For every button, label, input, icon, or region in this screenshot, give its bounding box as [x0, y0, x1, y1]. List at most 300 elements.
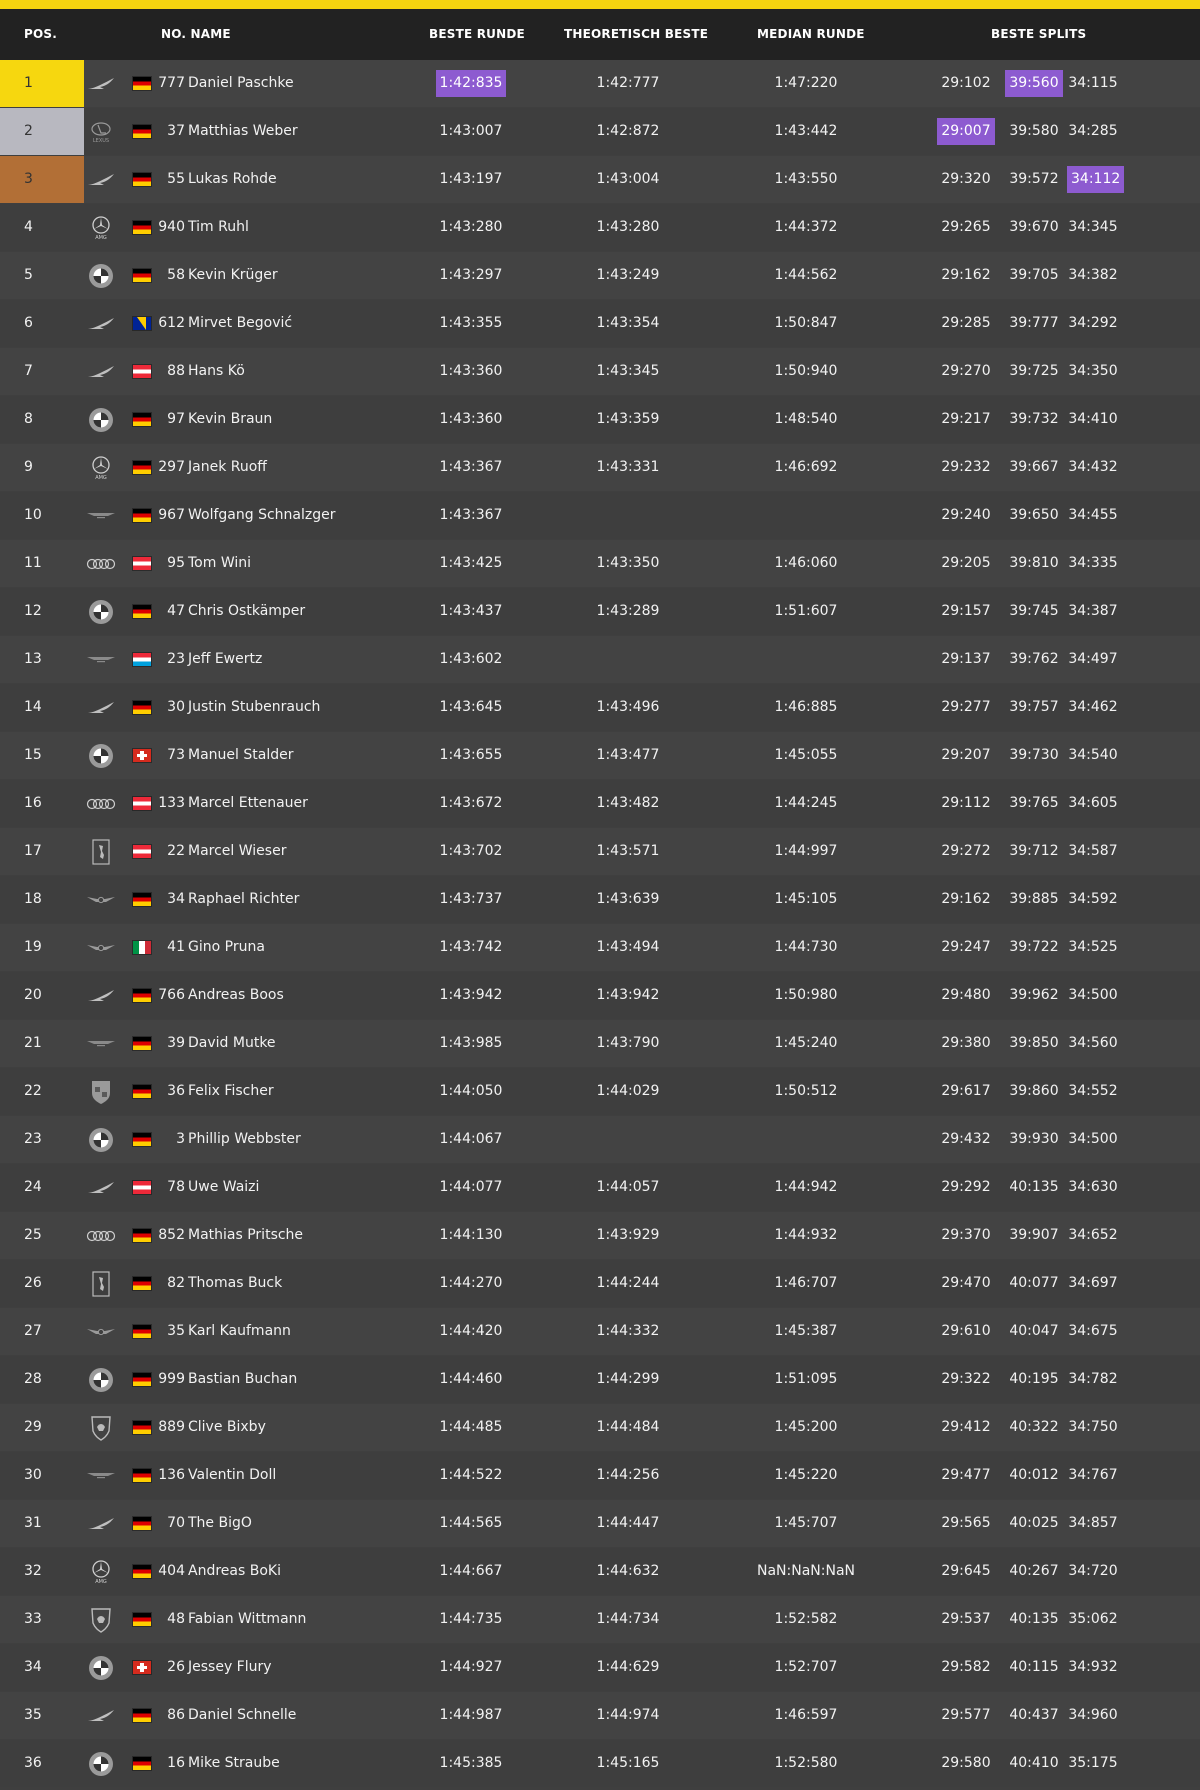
flag-de-icon	[133, 893, 151, 906]
astonmartin-logo-icon	[84, 1020, 118, 1067]
mclaren-logo-icon	[84, 60, 118, 107]
position-number: 18	[24, 891, 42, 907]
table-header	[0, 9, 1200, 60]
split-1-time: 29:582	[941, 1659, 991, 1675]
flag-ba-icon	[133, 317, 151, 330]
best-lap-time: 1:43:742	[439, 939, 503, 955]
table-row[interactable]	[0, 876, 1200, 923]
car-number: 23	[167, 651, 185, 667]
position-number: 13	[24, 651, 42, 667]
mclaren-logo-icon	[84, 156, 118, 203]
flag-de-icon	[133, 77, 151, 90]
split-1-time: 29:292	[941, 1179, 991, 1195]
split-1-time: 29:207	[941, 747, 991, 763]
table-row[interactable]	[0, 1692, 1200, 1739]
astonmartin-logo-icon	[84, 636, 118, 683]
mclaren-logo-icon	[84, 1164, 118, 1211]
driver-name: Raphael Richter	[188, 891, 300, 907]
car-number: 78	[167, 1179, 185, 1195]
split-3-time: 34:782	[1068, 1371, 1118, 1387]
table-row[interactable]	[0, 108, 1200, 155]
split-1-time: 29:232	[941, 459, 991, 475]
median-lap-time: 1:52:582	[774, 1611, 838, 1627]
driver-name: Kevin Braun	[188, 411, 273, 427]
split-1-time: 29:102	[941, 75, 991, 91]
split-3-time: 34:335	[1068, 555, 1118, 571]
driver-name: Lukas Rohde	[188, 171, 277, 187]
flag-de-icon	[133, 1613, 151, 1626]
position-cell	[0, 1260, 84, 1307]
best-lap-time: 1:43:297	[439, 267, 503, 283]
car-number: 39	[167, 1035, 185, 1051]
position-cell	[0, 1404, 84, 1451]
best-lap-time: 1:44:735	[439, 1611, 503, 1627]
split-3-time: 34:345	[1068, 219, 1118, 235]
theoretical-best-time: 1:43:942	[596, 987, 660, 1003]
car-number: 852	[158, 1227, 185, 1243]
position-cell	[0, 60, 84, 107]
theoretical-best-time: 1:43:354	[596, 315, 660, 331]
median-lap-time: NaN:NaN:NaN	[756, 1563, 855, 1579]
table-row[interactable]	[0, 1548, 1200, 1595]
split-3-time: 35:175	[1068, 1755, 1118, 1771]
best-lap-time: 1:43:737	[439, 891, 503, 907]
accent-bar	[0, 0, 1200, 9]
split-3-time: 34:697	[1068, 1275, 1118, 1291]
position-number: 26	[24, 1275, 42, 1291]
median-lap-time: 1:44:730	[774, 939, 838, 955]
best-lap-time: 1:43:360	[439, 363, 503, 379]
position-number: 31	[24, 1515, 42, 1531]
flag-de-icon	[133, 1709, 151, 1722]
driver-name: Uwe Waizi	[188, 1179, 260, 1195]
split-3-time: 34:497	[1068, 651, 1118, 667]
car-number: 26	[167, 1659, 185, 1675]
split-1-time: 29:565	[941, 1515, 991, 1531]
position-cell	[0, 300, 84, 347]
table-row[interactable]	[0, 588, 1200, 635]
split-2-time: 39:777	[1009, 315, 1059, 331]
median-lap-time: 1:50:847	[774, 315, 838, 331]
best-lap-time: 1:43:360	[439, 411, 503, 427]
results-table	[0, 60, 1200, 1787]
position-cell	[0, 636, 84, 683]
table-row[interactable]	[0, 1116, 1200, 1163]
position-number: 14	[24, 699, 42, 715]
split-2-time: 39:725	[1009, 363, 1059, 379]
best-lap-time: 1:44:077	[439, 1179, 503, 1195]
position-number: 22	[24, 1083, 42, 1099]
driver-name: Janek Ruoff	[188, 459, 267, 475]
position-cell	[0, 684, 84, 731]
median-lap-time: 1:45:220	[774, 1467, 838, 1483]
split-2-time: 40:410	[1009, 1755, 1059, 1771]
table-row[interactable]	[0, 252, 1200, 299]
position-cell	[0, 492, 84, 539]
median-lap-time: 1:45:055	[774, 747, 838, 763]
position-number: 7	[24, 363, 33, 379]
split-1-time: 29:217	[941, 411, 991, 427]
position-cell	[0, 108, 84, 155]
median-lap-time: 1:44:372	[774, 219, 838, 235]
theoretical-best-time: 1:44:632	[596, 1563, 660, 1579]
best-lap-time: 1:44:987	[439, 1707, 503, 1723]
driver-name: Matthias Weber	[188, 123, 298, 139]
split-3-time-highlight: 34:112	[1067, 166, 1124, 193]
median-lap-time: 1:51:607	[774, 603, 838, 619]
split-3-time: 34:500	[1068, 1131, 1118, 1147]
audi-logo-icon	[84, 540, 118, 587]
split-3-time: 34:767	[1068, 1467, 1118, 1483]
theoretical-best-time: 1:44:029	[596, 1083, 660, 1099]
theoretical-best-time: 1:43:494	[596, 939, 660, 955]
median-lap-time: 1:46:885	[774, 699, 838, 715]
bmw-logo-icon	[84, 1356, 118, 1403]
best-lap-time: 1:43:425	[439, 555, 503, 571]
median-lap-time: 1:44:997	[774, 843, 838, 859]
position-cell	[0, 1116, 84, 1163]
position-cell	[0, 1740, 84, 1787]
split-3-time: 34:932	[1068, 1659, 1118, 1675]
header-no-name[interactable]: NO. NAME	[161, 27, 231, 41]
flag-de-icon	[133, 1757, 151, 1770]
split-2-time: 40:322	[1009, 1419, 1059, 1435]
car-number: 97	[167, 411, 185, 427]
car-number: 58	[167, 267, 185, 283]
flag-de-icon	[133, 125, 151, 138]
driver-name: Mirvet Begović	[188, 315, 293, 331]
driver-name: Marcel Ettenauer	[188, 795, 308, 811]
car-number: 73	[167, 747, 185, 763]
theoretical-best-time: 1:42:777	[596, 75, 660, 91]
best-lap-time: 1:43:007	[439, 123, 503, 139]
split-1-time: 29:112	[941, 795, 991, 811]
split-2-time: 40:012	[1009, 1467, 1059, 1483]
bmw-logo-icon	[84, 252, 118, 299]
theoretical-best-time: 1:43:004	[596, 171, 660, 187]
porsche-logo-icon	[84, 1068, 118, 1115]
table-row[interactable]	[0, 540, 1200, 587]
car-number: 41	[167, 939, 185, 955]
best-lap-time: 1:43:367	[439, 507, 503, 523]
theoretical-best-time: 1:44:332	[596, 1323, 660, 1339]
best-lap-time-highlight: 1:42:835	[436, 70, 507, 97]
theoretical-best-time	[577, 636, 679, 683]
car-number: 612	[158, 315, 185, 331]
table-row[interactable]	[0, 396, 1200, 443]
split-2-time: 39:580	[1009, 123, 1059, 139]
split-1-time: 29:272	[941, 843, 991, 859]
median-lap-time: 1:43:442	[774, 123, 838, 139]
position-cell	[0, 588, 84, 635]
flag-de-icon	[133, 413, 151, 426]
split-3-time: 34:455	[1068, 507, 1118, 523]
mclaren-logo-icon	[84, 972, 118, 1019]
median-lap-time: 1:45:200	[774, 1419, 838, 1435]
lexus-logo-icon	[84, 108, 118, 155]
theoretical-best-time: 1:44:484	[596, 1419, 660, 1435]
astonmartin-logo-icon	[84, 492, 118, 539]
position-number: 28	[24, 1371, 42, 1387]
split-1-time: 29:412	[941, 1419, 991, 1435]
table-row[interactable]	[0, 300, 1200, 347]
table-row[interactable]	[0, 1452, 1200, 1499]
median-lap-time: 1:46:692	[774, 459, 838, 475]
median-lap-time	[735, 1116, 877, 1163]
table-row[interactable]	[0, 1740, 1200, 1787]
split-2-time: 39:885	[1009, 891, 1059, 907]
flag-de-icon	[133, 701, 151, 714]
flag-de-icon	[133, 1373, 151, 1386]
best-lap-time: 1:44:565	[439, 1515, 503, 1531]
flag-it-icon	[133, 941, 151, 954]
driver-name: Manuel Stalder	[188, 747, 294, 763]
split-3-time: 34:560	[1068, 1035, 1118, 1051]
driver-name: Karl Kaufmann	[188, 1323, 291, 1339]
table-row[interactable]	[0, 636, 1200, 683]
median-lap-time: 1:50:512	[774, 1083, 838, 1099]
best-lap-time: 1:43:355	[439, 315, 503, 331]
position-number: 1	[24, 75, 33, 91]
best-lap-time: 1:44:420	[439, 1323, 503, 1339]
driver-name: Gino Pruna	[188, 939, 265, 955]
split-1-time: 29:477	[941, 1467, 991, 1483]
median-lap-time: 1:52:580	[774, 1755, 838, 1771]
split-1-time: 29:285	[941, 315, 991, 331]
car-number: 999	[158, 1371, 185, 1387]
theoretical-best-time: 1:43:790	[596, 1035, 660, 1051]
split-3-time: 34:750	[1068, 1419, 1118, 1435]
header-theoretical-best[interactable]: THEORETISCH BESTE	[564, 27, 709, 41]
table-row[interactable]	[0, 780, 1200, 827]
split-2-time: 39:730	[1009, 747, 1059, 763]
driver-name: Jeff Ewertz	[188, 651, 263, 667]
svg-text:LEXUS: LEXUS	[92, 137, 110, 143]
best-lap-time: 1:44:667	[439, 1563, 503, 1579]
split-2-time: 39:860	[1009, 1083, 1059, 1099]
split-3-time: 34:350	[1068, 363, 1118, 379]
car-number: 404	[158, 1563, 185, 1579]
bmw-logo-icon	[84, 396, 118, 443]
table-row[interactable]	[0, 924, 1200, 971]
position-cell	[0, 1356, 84, 1403]
car-number: 86	[167, 1707, 185, 1723]
table-row[interactable]	[0, 204, 1200, 251]
split-3-time: 34:382	[1068, 267, 1118, 283]
bmw-logo-icon	[84, 1644, 118, 1691]
driver-name: David Mutke	[188, 1035, 276, 1051]
driver-name: Clive Bixby	[188, 1419, 266, 1435]
split-3-time: 34:960	[1068, 1707, 1118, 1723]
car-number: 136	[158, 1467, 185, 1483]
theoretical-best-time: 1:43:571	[596, 843, 660, 859]
theoretical-best-time: 1:43:639	[596, 891, 660, 907]
split-1-time: 29:205	[941, 555, 991, 571]
median-lap-time	[735, 492, 877, 539]
table-row[interactable]	[0, 1308, 1200, 1355]
theoretical-best-time: 1:44:299	[596, 1371, 660, 1387]
median-lap-time: 1:50:940	[774, 363, 838, 379]
position-cell	[0, 396, 84, 443]
table-row[interactable]	[0, 492, 1200, 539]
car-number: 940	[158, 219, 185, 235]
bmw-logo-icon	[84, 1116, 118, 1163]
table-row[interactable]	[0, 1644, 1200, 1691]
table-row[interactable]	[0, 1500, 1200, 1547]
split-2-time: 40:135	[1009, 1179, 1059, 1195]
driver-name: Tim Ruhl	[188, 219, 249, 235]
table-row[interactable]	[0, 972, 1200, 1019]
best-lap-time: 1:43:655	[439, 747, 503, 763]
driver-name: Daniel Schnelle	[188, 1707, 297, 1723]
position-number: 10	[24, 507, 42, 523]
car-number: 22	[167, 843, 185, 859]
median-lap-time: 1:44:942	[774, 1179, 838, 1195]
table-row[interactable]	[0, 732, 1200, 779]
mclaren-logo-icon	[84, 300, 118, 347]
flag-de-icon	[133, 1469, 151, 1482]
split-1-time: 29:322	[941, 1371, 991, 1387]
best-lap-time: 1:44:130	[439, 1227, 503, 1243]
position-number: 11	[24, 555, 42, 571]
position-cell	[0, 156, 84, 203]
table-row[interactable]	[0, 684, 1200, 731]
position-cell	[0, 1164, 84, 1211]
split-3-time: 34:115	[1068, 75, 1118, 91]
header-median-lap[interactable]: MEDIAN RUNDE	[757, 27, 865, 41]
position-cell	[0, 348, 84, 395]
split-2-time: 39:745	[1009, 603, 1059, 619]
table-row[interactable]	[0, 1596, 1200, 1643]
median-lap-time	[735, 636, 877, 683]
median-lap-time: 1:44:562	[774, 267, 838, 283]
mercedes-logo-icon	[84, 204, 118, 251]
flag-at-icon	[133, 557, 151, 570]
position-cell	[0, 1596, 84, 1643]
theoretical-best-time: 1:45:165	[596, 1755, 660, 1771]
table-row[interactable]	[0, 1212, 1200, 1259]
flag-at-icon	[133, 845, 151, 858]
ferrari-logo-icon	[84, 1260, 118, 1307]
driver-name: Kevin Krüger	[188, 267, 278, 283]
driver-name: Justin Stubenrauch	[188, 699, 321, 715]
bentley-logo-icon	[84, 924, 118, 971]
split-2-time: 39:757	[1009, 699, 1059, 715]
median-lap-time: 1:51:095	[774, 1371, 838, 1387]
theoretical-best-time: 1:43:249	[596, 267, 660, 283]
position-cell	[0, 972, 84, 1019]
flag-de-icon	[133, 989, 151, 1002]
mclaren-logo-icon	[84, 684, 118, 731]
position-number: 29	[24, 1419, 42, 1435]
best-lap-time: 1:44:270	[439, 1275, 503, 1291]
table-row[interactable]	[0, 828, 1200, 875]
mclaren-logo-icon	[84, 1500, 118, 1547]
driver-name: The BigO	[188, 1515, 252, 1531]
table-row[interactable]	[0, 1164, 1200, 1211]
header-best-splits[interactable]: BESTE SPLITS	[991, 27, 1087, 41]
median-lap-time: 1:48:540	[774, 411, 838, 427]
split-1-time: 29:577	[941, 1707, 991, 1723]
best-lap-time: 1:43:985	[439, 1035, 503, 1051]
driver-name: Jessey Flury	[188, 1659, 272, 1675]
table-row[interactable]	[0, 60, 1200, 107]
split-1-time: 29:580	[941, 1755, 991, 1771]
position-cell	[0, 924, 84, 971]
car-number: 36	[167, 1083, 185, 1099]
theoretical-best-time: 1:43:350	[596, 555, 660, 571]
driver-name: Hans Kö	[188, 363, 245, 379]
theoretical-best-time: 1:44:974	[596, 1707, 660, 1723]
flag-lu-icon	[133, 653, 151, 666]
split-1-time: 29:480	[941, 987, 991, 1003]
driver-name: Bastian Buchan	[188, 1371, 298, 1387]
split-1-time: 29:320	[941, 171, 991, 187]
median-lap-time: 1:45:240	[774, 1035, 838, 1051]
position-cell	[0, 1548, 84, 1595]
bentley-logo-icon	[84, 876, 118, 923]
split-2-time: 39:650	[1009, 507, 1059, 523]
car-number: 967	[158, 507, 185, 523]
flag-de-icon	[133, 269, 151, 282]
best-lap-time: 1:43:437	[439, 603, 503, 619]
driver-name: Andreas Boos	[188, 987, 284, 1003]
best-lap-time: 1:44:522	[439, 1467, 503, 1483]
position-number: 5	[24, 267, 33, 283]
table-row[interactable]	[0, 156, 1200, 203]
bmw-logo-icon	[84, 1740, 118, 1787]
theoretical-best-time: 1:43:482	[596, 795, 660, 811]
car-number: 35	[167, 1323, 185, 1339]
header-pos[interactable]: POS.	[24, 27, 57, 41]
table-row[interactable]	[0, 1068, 1200, 1115]
median-lap-time: 1:45:387	[774, 1323, 838, 1339]
driver-name: Tom Wini	[188, 555, 252, 571]
theoretical-best-time: 1:44:447	[596, 1515, 660, 1531]
header-best-lap[interactable]: BESTE RUNDE	[429, 27, 525, 41]
position-number: 35	[24, 1707, 42, 1723]
split-1-time: 29:380	[941, 1035, 991, 1051]
table-row[interactable]	[0, 1260, 1200, 1307]
car-number: 16	[167, 1755, 185, 1771]
split-1-time: 29:162	[941, 267, 991, 283]
theoretical-best-time: 1:44:256	[596, 1467, 660, 1483]
split-2-time: 39:930	[1009, 1131, 1059, 1147]
split-2-time	[1004, 60, 1064, 107]
flag-at-icon	[133, 797, 151, 810]
split-2-time: 39:962	[1009, 987, 1059, 1003]
flag-de-icon	[133, 1085, 151, 1098]
split-1-time: 29:470	[941, 1275, 991, 1291]
table-row[interactable]	[0, 444, 1200, 491]
split-1-time: 29:265	[941, 219, 991, 235]
split-2-time: 39:722	[1009, 939, 1059, 955]
split-1-time: 29:617	[941, 1083, 991, 1099]
table-row[interactable]	[0, 1356, 1200, 1403]
position-cell	[0, 876, 84, 923]
car-number: 34	[167, 891, 185, 907]
astonmartin-logo-icon	[84, 1452, 118, 1499]
table-row[interactable]	[0, 1404, 1200, 1451]
position-number: 16	[24, 795, 42, 811]
table-row[interactable]	[0, 1020, 1200, 1067]
split-1-time: 29:137	[941, 651, 991, 667]
table-row[interactable]	[0, 348, 1200, 395]
split-3-time: 34:540	[1068, 747, 1118, 763]
split-2-time: 39:705	[1009, 267, 1059, 283]
median-lap-time: 1:46:707	[774, 1275, 838, 1291]
theoretical-best-time: 1:43:477	[596, 747, 660, 763]
